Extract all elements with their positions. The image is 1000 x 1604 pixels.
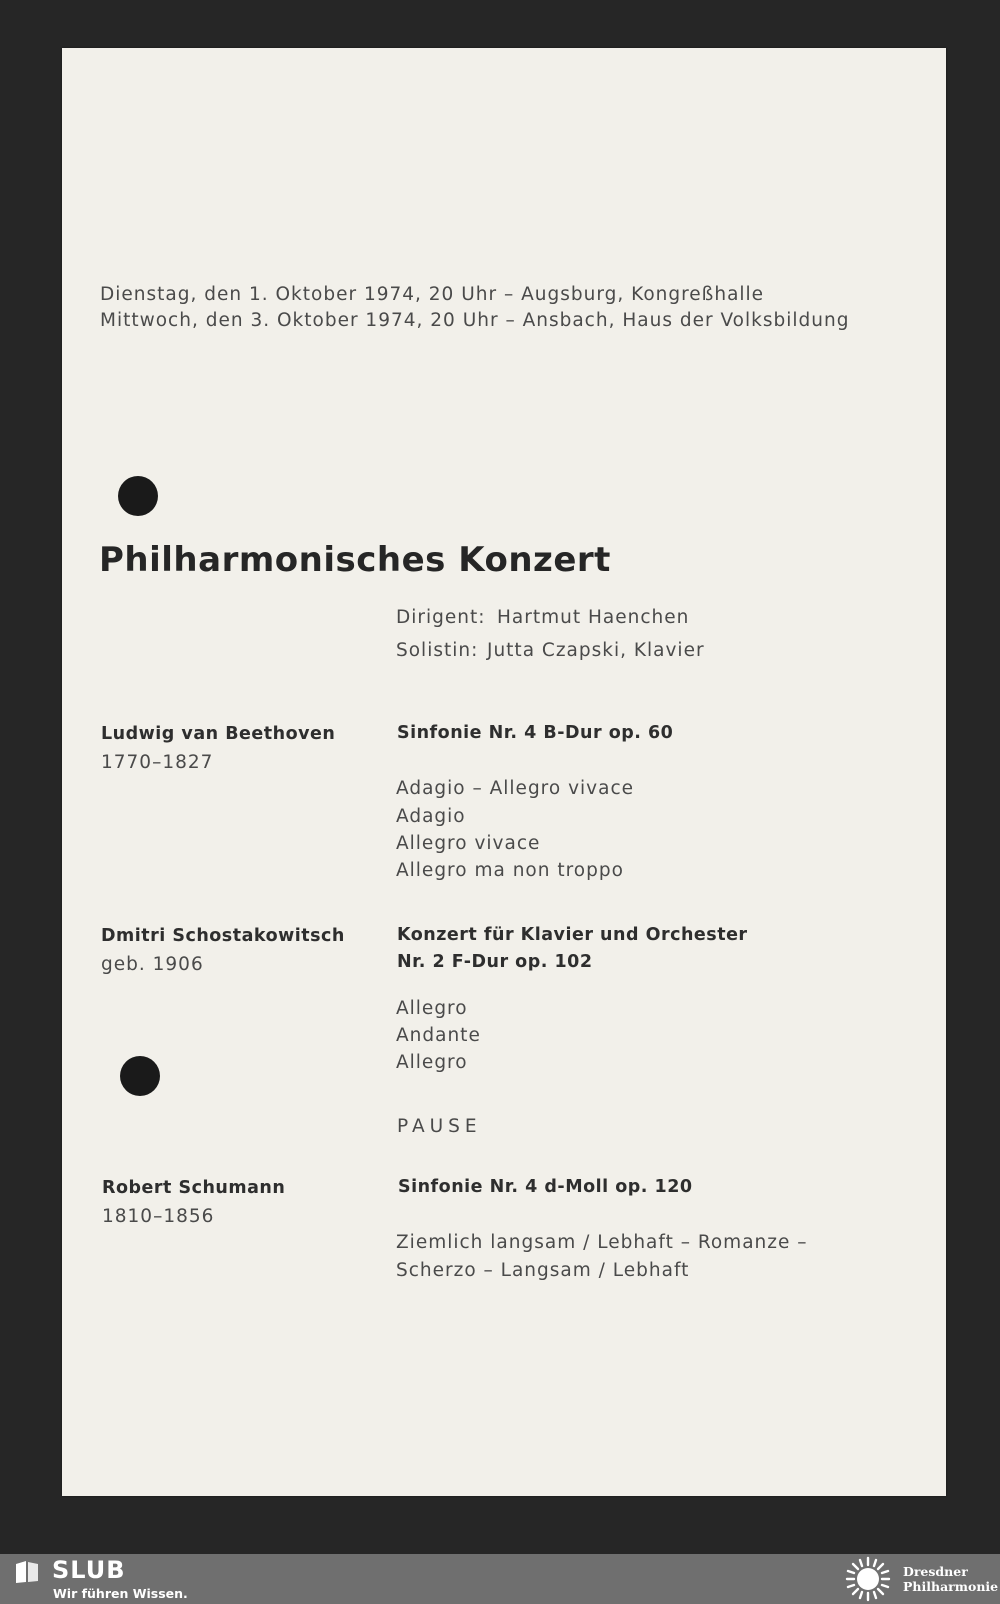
composer-dates: 1810–1856 [102, 1206, 215, 1227]
composer-name: Dmitri Schostakowitsch [101, 926, 345, 946]
work-title: Konzert für Klavier und Orchester [397, 925, 748, 945]
punch-hole-top [118, 476, 158, 516]
date-line-ansbach: Mittwoch, den 3. Oktober 1974, 20 Uhr – Ansbach, Haus der Volksbildung [100, 310, 850, 331]
date-line-augsburg: Dienstag, den 1. Oktober 1974, 20 Uhr – Augsburg, Kongreßhalle [100, 284, 765, 305]
soloist-name: Jutta Czapski, Klavier [487, 640, 705, 661]
punch-hole-bottom [120, 1056, 160, 1096]
work-title: Sinfonie Nr. 4 B-Dur op. 60 [397, 723, 674, 743]
composer-dates: geb. 1906 [101, 954, 204, 975]
intermission-label: PAUSE [397, 1116, 482, 1137]
movement: Adagio – Allegro vivace [396, 778, 635, 799]
movement: Allegro ma non troppo [396, 860, 624, 881]
movement: Adagio [396, 806, 466, 827]
composer-name: Ludwig van Beethoven [101, 724, 336, 744]
partner-logo-text[interactable] [903, 1564, 998, 1594]
work-title: Sinfonie Nr. 4 d-Moll op. 120 [398, 1177, 693, 1197]
work-title-line2: Nr. 2 F-Dur op. 102 [397, 952, 593, 972]
movement: Scherzo – Langsam / Lebhaft [396, 1260, 690, 1281]
movement: Allegro vivace [396, 833, 541, 854]
library-tagline: Wir führen Wissen. [53, 1586, 188, 1601]
soloist-label: Solistin: [396, 640, 479, 661]
concert-title: Philharmonisches Konzert [99, 540, 611, 580]
movement: Allegro [396, 1052, 468, 1073]
movement: Andante [396, 1025, 481, 1046]
sunburst-icon[interactable] [842, 1556, 894, 1602]
partner-name-line1: Dresdner [903, 1564, 968, 1579]
movement: Ziemlich langsam / Lebhaft – Romanze – [396, 1232, 808, 1253]
conductor-label: Dirigent: [396, 607, 486, 628]
conductor-name: Hartmut Haenchen [497, 607, 690, 628]
footer-bar [0, 1554, 1000, 1604]
composer-name: Robert Schumann [102, 1178, 286, 1198]
partner-name-line2: Philharmonie [903, 1579, 999, 1594]
book-icon [14, 1560, 40, 1584]
composer-dates: 1770–1827 [101, 752, 214, 773]
library-logo-text[interactable]: SLUB [52, 1556, 126, 1584]
movement: Allegro [396, 998, 468, 1019]
